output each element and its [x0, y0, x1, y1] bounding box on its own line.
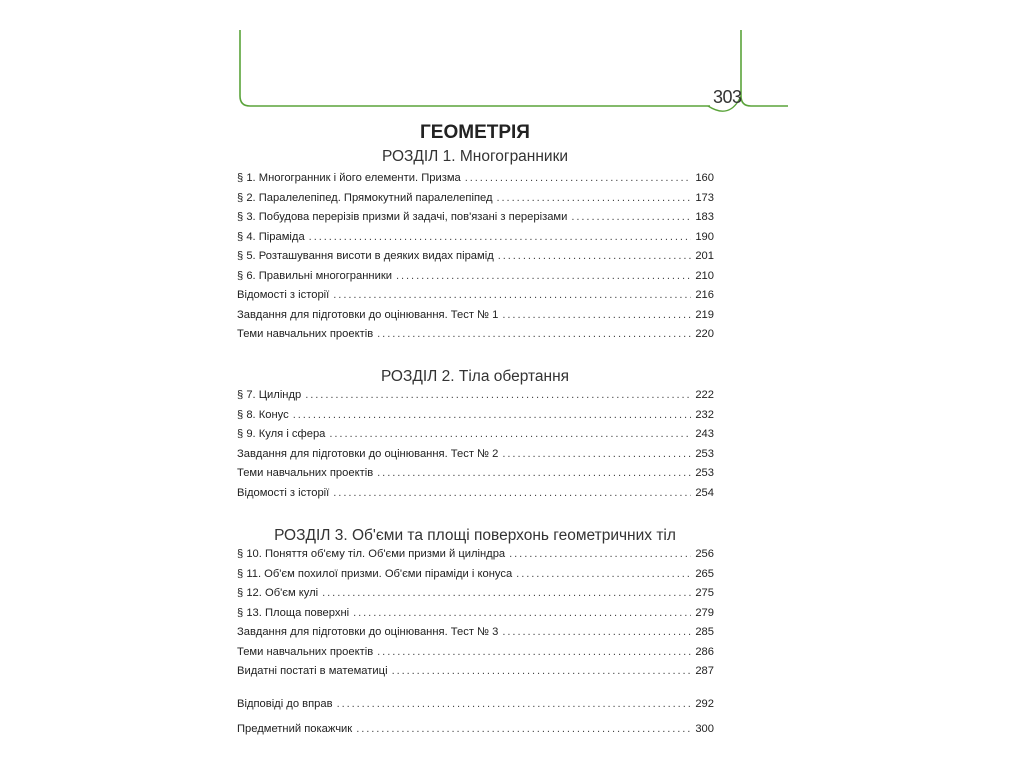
toc-item-title: Відомості з історії	[237, 289, 330, 301]
toc-item-title: § 2. Паралелепіпед. Прямокутний паралелепіпед	[237, 191, 493, 204]
toc-item-title: Видатні постаті в математиці	[237, 665, 388, 677]
toc-leader-dots	[377, 328, 691, 340]
toc-item-title: § 9. Куля і сфера	[237, 428, 326, 440]
toc-item-page: 210	[695, 269, 714, 282]
page-number: 303	[713, 87, 742, 107]
toc-item-page: 253	[695, 467, 714, 479]
toc-item-title: § 8. Конус	[237, 408, 289, 421]
toc-item-title: § 6. Правильні многогранники	[237, 269, 392, 282]
toc-item-page: 219	[695, 308, 714, 321]
toc-item-page: 201	[695, 250, 714, 262]
toc-leader-dots	[502, 448, 691, 460]
document-title: ГЕОМЕТРІЯ	[420, 122, 530, 143]
toc-item-page: 160	[695, 172, 714, 184]
toc-leader-dots	[465, 172, 692, 184]
toc-item[interactable]	[237, 409, 714, 429]
toc-item-title: § 7. Циліндр	[237, 389, 302, 401]
toc-item[interactable]	[237, 231, 714, 251]
toc-item-page: 279	[695, 606, 714, 619]
toc-item-page: 243	[695, 428, 714, 440]
toc-item[interactable]	[237, 467, 714, 487]
toc-leader-dots	[356, 723, 691, 735]
toc-leader-dots	[497, 192, 692, 204]
toc-item-title: Відповіді до вправ	[237, 698, 333, 710]
toc-item-title: Теми навчальних проектів	[237, 467, 374, 479]
toc-item[interactable]	[237, 448, 714, 468]
toc-leader-dots	[309, 231, 692, 243]
toc-item[interactable]	[237, 389, 714, 409]
extra-list	[237, 698, 714, 742]
toc-item[interactable]	[237, 289, 714, 309]
toc-item-index[interactable]	[237, 723, 714, 743]
toc-leader-dots	[337, 698, 692, 710]
toc-item[interactable]	[237, 428, 714, 448]
toc-leader-dots	[502, 626, 691, 638]
toc-item-title: Відомості з історії	[237, 486, 330, 499]
toc-item-page: 275	[695, 587, 714, 599]
toc-item[interactable]	[237, 309, 714, 329]
toc-leader-dots	[571, 211, 691, 223]
toc-item-title: Теми навчальних проектів	[237, 645, 374, 658]
toc-item[interactable]	[237, 646, 714, 666]
toc-item[interactable]	[237, 665, 714, 685]
toc-item-answers[interactable]	[237, 698, 714, 718]
toc-item[interactable]	[237, 587, 714, 607]
toc-item-title: § 12. Об'єм кулі	[237, 587, 319, 599]
toc-leader-dots	[305, 389, 691, 401]
toc-item[interactable]	[237, 270, 714, 290]
toc-item-page: 300	[695, 722, 714, 735]
toc-item-title: § 3. Побудова перерізів призми й задачі, пов'язані з перерізами	[237, 211, 568, 223]
section-3-list	[237, 548, 714, 685]
toc-item-page: 253	[695, 447, 714, 460]
toc-leader-dots	[377, 467, 691, 479]
section-1-list	[237, 172, 714, 348]
toc-item-title: § 5. Розташування висоти в деяких видах пірамід	[237, 250, 494, 262]
toc-leader-dots	[392, 665, 692, 677]
toc-item[interactable]	[237, 487, 714, 507]
toc-leader-dots	[353, 607, 691, 619]
toc-item-page: 222	[695, 389, 714, 401]
toc-leader-dots	[377, 646, 691, 658]
toc-leader-dots	[293, 409, 692, 421]
toc-item-page: 265	[695, 567, 714, 580]
toc-item-title: § 13. Площа поверхні	[237, 606, 350, 619]
toc-item[interactable]	[237, 626, 714, 646]
frame-line-right	[741, 30, 788, 106]
toc-leader-dots	[333, 487, 691, 499]
toc-item[interactable]	[237, 250, 714, 270]
toc-item-page: 287	[695, 665, 714, 677]
toc-leader-dots	[502, 309, 691, 321]
toc-item-page: 183	[695, 211, 714, 223]
toc-item[interactable]	[237, 192, 714, 212]
toc-item-page: 286	[695, 645, 714, 658]
toc-item[interactable]	[237, 328, 714, 348]
toc-item-page: 173	[695, 191, 714, 204]
section-2-list	[237, 389, 714, 506]
toc-item[interactable]	[237, 211, 714, 231]
toc-item-title: § 10. Поняття об'єму тіл. Об'єми призми й циліндра	[237, 548, 506, 560]
toc-item-page: 292	[695, 698, 714, 710]
toc-item-title: Предметний покажчик	[237, 722, 353, 735]
toc-leader-dots	[322, 587, 691, 599]
toc-item[interactable]	[237, 172, 714, 192]
toc-item-title: Завдання для підготовки до оцінювання. Тест № 2	[237, 447, 499, 460]
section-1-heading: РОЗДІЛ 1. Многогранники	[381, 148, 569, 165]
toc-item-page: 216	[695, 289, 714, 301]
toc-item[interactable]	[237, 568, 714, 588]
toc-item-title: Теми навчальних проектів	[237, 328, 374, 340]
toc-item-page: 254	[695, 486, 714, 499]
toc-item-title: § 4. Піраміда	[237, 230, 305, 243]
toc-leader-dots	[498, 250, 692, 262]
section-3-heading: РОЗДІЛ 3. Об'єми та площі поверхонь геометричних тіл	[274, 527, 676, 544]
toc-leader-dots	[396, 270, 691, 282]
toc-item-page: 190	[695, 230, 714, 243]
toc-leader-dots	[329, 428, 691, 440]
toc-item-page: 285	[695, 626, 714, 638]
toc-item[interactable]	[237, 607, 714, 627]
toc-item-page: 232	[695, 408, 714, 421]
toc-leader-dots	[333, 289, 691, 301]
frame-line-left	[240, 30, 710, 106]
toc-leader-dots	[509, 548, 691, 560]
toc-item-page: 256	[695, 548, 714, 560]
toc-item[interactable]	[237, 548, 714, 568]
toc-item-title: Завдання для підготовки до оцінювання. Тест № 1	[237, 308, 499, 321]
section-2-heading: РОЗДІЛ 2. Тіла обертання	[380, 368, 570, 385]
toc-item-title: Завдання для підготовки до оцінювання. Тест № 3	[237, 626, 499, 638]
toc-item-page: 220	[695, 328, 714, 340]
toc-item-title: § 11. Об'єм похилої призми. Об'єми піраміди і конуса	[237, 567, 513, 580]
toc-item-title: § 1. Многогранник і його елементи. Призма	[237, 172, 461, 184]
toc-leader-dots	[516, 568, 691, 580]
